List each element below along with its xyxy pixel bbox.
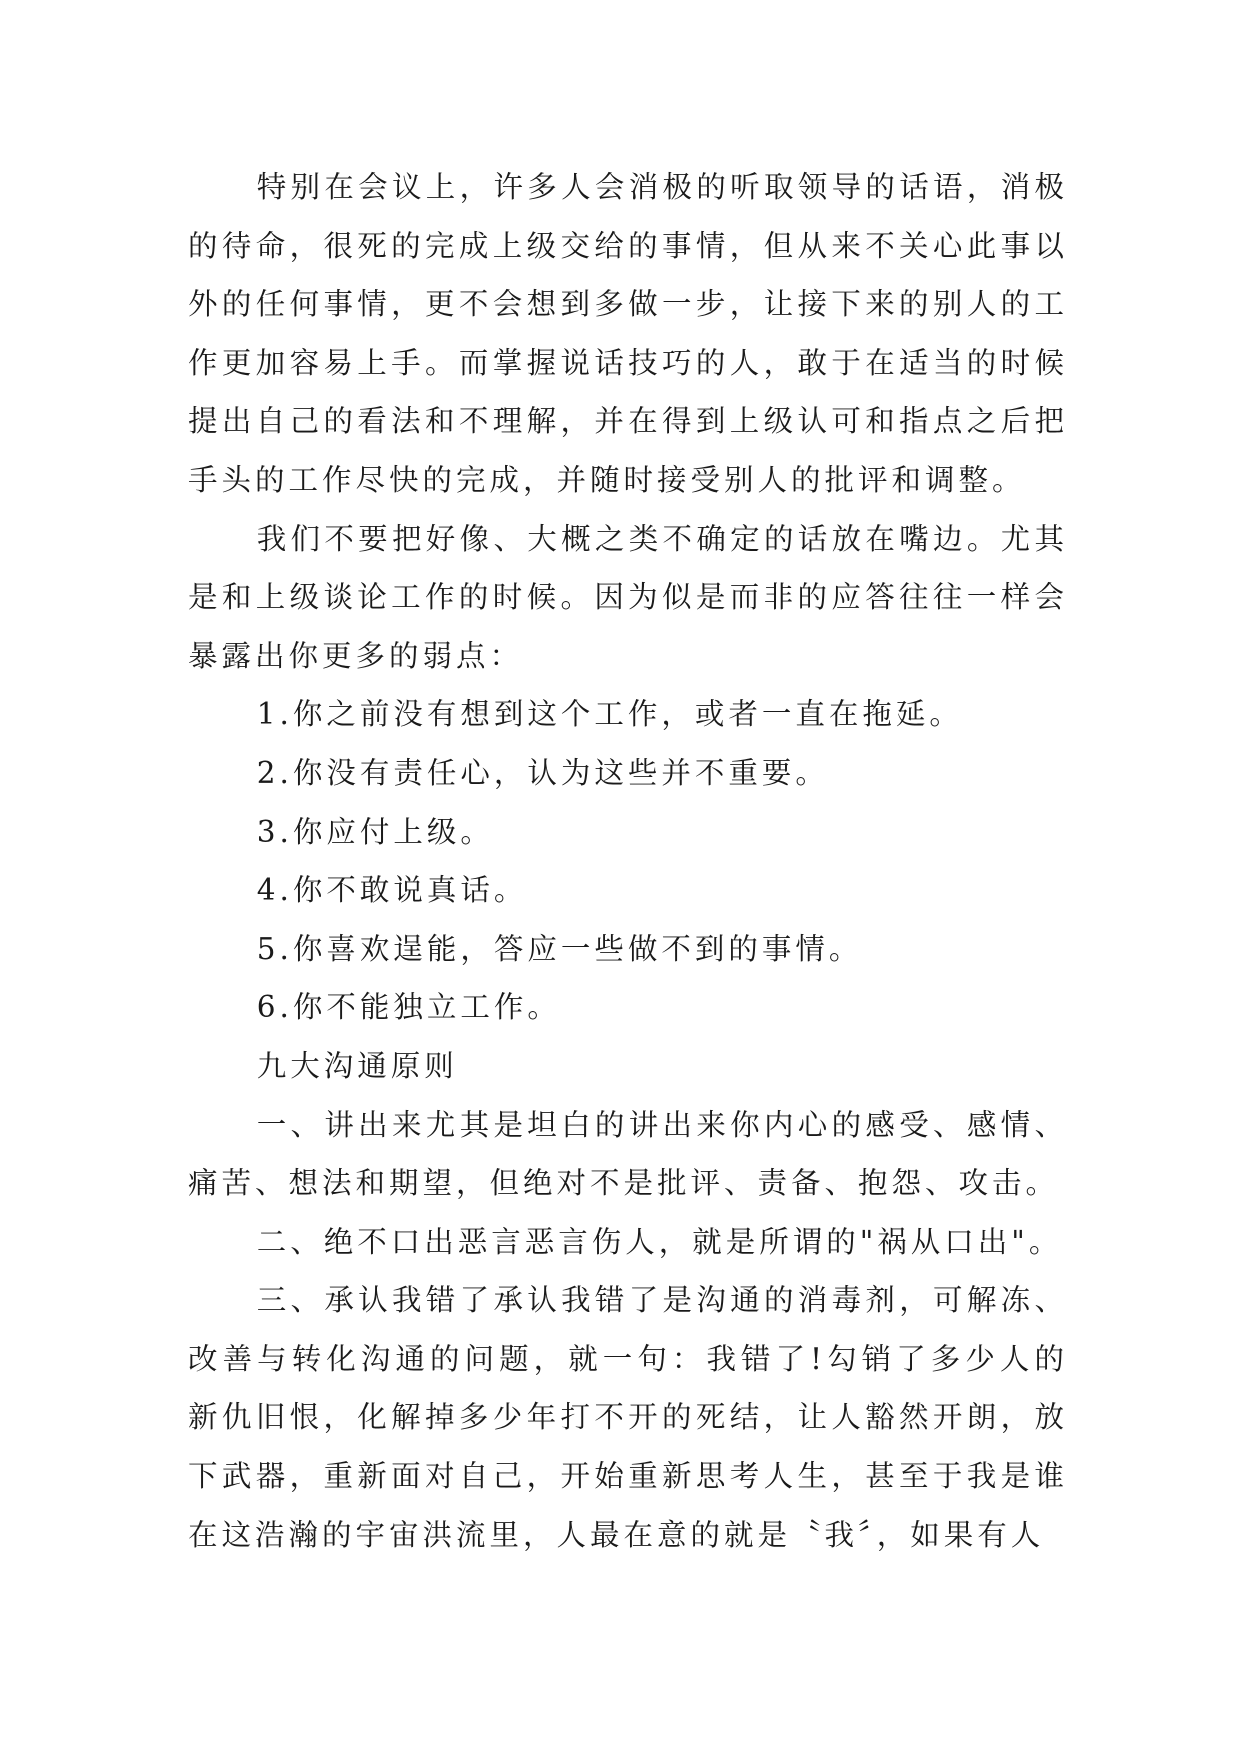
- list-item-weakness-5: 5.你喜欢逞能，答应一些做不到的事情。: [256, 931, 863, 966]
- principle-1: 一、讲出来尤其是坦白的讲出来你内心的感受、感情、痛苦、想法和期望，但绝对不是批评、责备、抱怨、攻击。: [188, 1107, 1068, 1201]
- list-item-weakness-1: 1.你之前没有想到这个工作，或者一直在拖延。: [256, 697, 963, 732]
- paragraph-uncertain-words: 我们不要把好像、大概之类不确定的话放在嘴边。尤其是和上级谈论工作的时候。因为似是而非的应答往往一样会暴露出你更多的弱点：: [188, 521, 1068, 673]
- list-item-weakness-6: 6.你不能独立工作。: [256, 990, 561, 1025]
- list-item-weakness-4: 4.你不敢说真话。: [256, 873, 528, 908]
- principle-2: 二、绝不口出恶言恶言伤人，就是所谓的"祸从口出"。: [256, 1224, 1063, 1259]
- section-heading-principles: 九大沟通原则: [256, 1048, 458, 1083]
- paragraph-meeting-attitude: 特别在会议上，许多人会消极的听取领导的话语，消极的待命，很死的完成上级交给的事情，但从来不关心此事以外的任何事情，更不会想到多做一步，让接下来的别人的工作更加容易上手。而掌握说话技巧的人，敢于在适当的时候提出自己的看法和不理解，并在得到上级认可和指点之后把手头的工作尽快的完成，并随时接受别人的批评和调整。: [188, 170, 1068, 497]
- principle-3: 三、承认我错了承认我错了是沟通的消毒剂，可解冻、改善与转化沟通的问题，就一句：我错了!勾销了多少人的新仇旧恨，化解掉多少年打不开的死结，让人豁然开朗，放下武器，重新面对自己，开始重新思考人生，甚至于我是谁在这浩瀚的宇宙洪流里，人最在意的就是〝我〞，如果有人: [188, 1283, 1068, 1552]
- document-body: [188, 158, 1068, 1564]
- list-item-weakness-2: 2.你没有责任心，认为这些并不重要。: [256, 755, 829, 790]
- list-item-weakness-3: 3.你应付上级。: [256, 814, 494, 849]
